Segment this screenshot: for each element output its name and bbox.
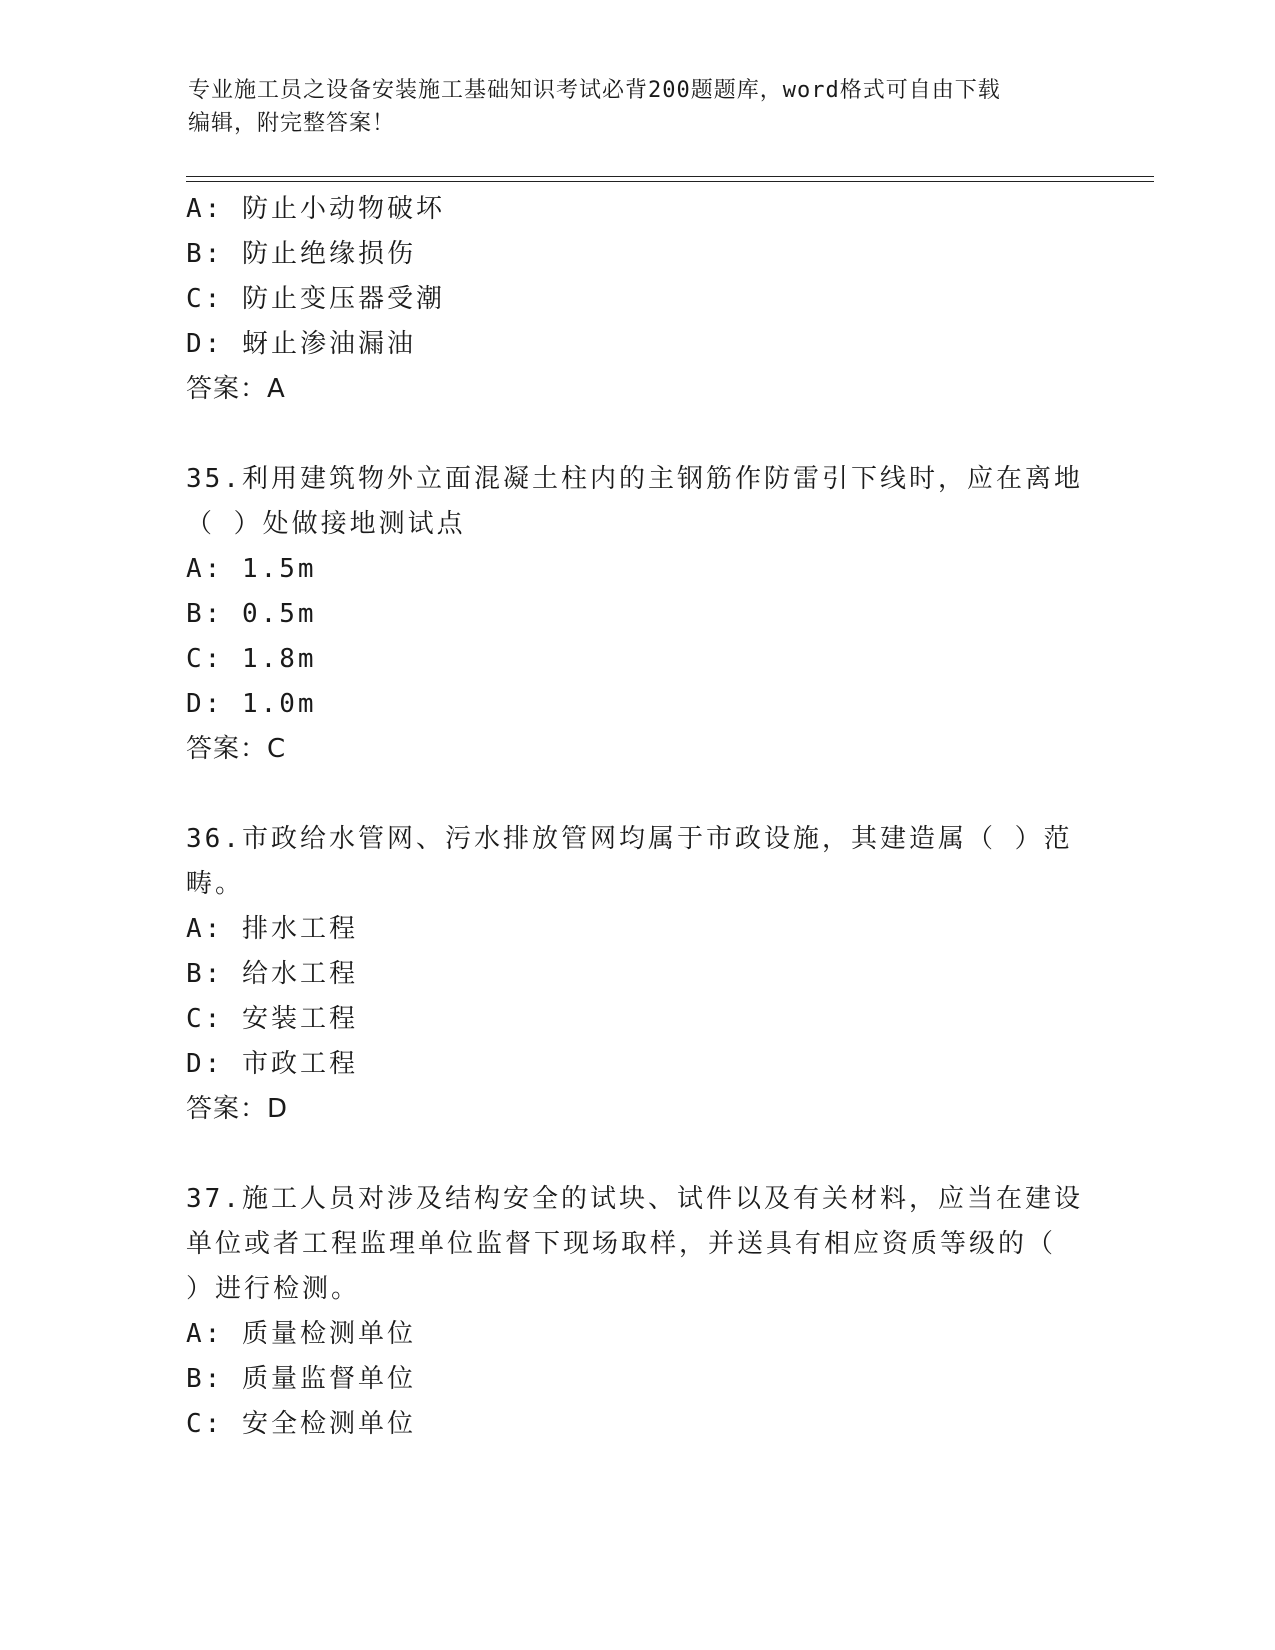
q37-stem-line-2: 单位或者工程监理单位监督下现场取样，并送具有相应资质等级的（ [186, 1229, 1057, 1259]
q37-option-a: A: 质量检测单位 [186, 1319, 416, 1349]
q36-stem-line-1: 36.市政给水管网、污水排放管网均属于市政设施，其建造属（ ）范 [186, 824, 1073, 854]
q36-option-d: D: 市政工程 [186, 1049, 358, 1079]
q37-option-c: C: 安全检测单位 [186, 1409, 416, 1439]
q34-option-b: B: 防止绝缘损伤 [186, 239, 416, 269]
q37-stem-line-3: ）进行检测。 [186, 1274, 361, 1304]
q35-stem-line-2: （ ）处做接地测试点 [186, 509, 466, 539]
q35-option-c: C: 1.8m [186, 644, 317, 674]
q34-option-a: A: 防止小动物破坏 [186, 194, 445, 224]
q36-option-c: C: 安装工程 [186, 1004, 358, 1034]
document-header [188, 74, 1088, 140]
q35-option-b: B: 0.5m [186, 599, 317, 629]
q36-option-a: A: 排水工程 [186, 914, 358, 944]
q36-answer: 答案：D [186, 1094, 289, 1124]
q35-option-a: A: 1.5m [186, 554, 317, 584]
header-line-2: 编辑，附完整答案！ [188, 111, 396, 136]
q37-stem-line-1: 37.施工人员对涉及结构安全的试块、试件以及有关材料，应当在建设 [186, 1184, 1083, 1214]
header-divider-bottom [186, 181, 1154, 182]
q36-option-b: B: 给水工程 [186, 959, 358, 989]
q34-answer: 答案：A [186, 374, 286, 404]
q35-option-d: D: 1.0m [186, 689, 317, 719]
q35-stem-line-1: 35.利用建筑物外立面混凝土柱内的主钢筋作防雷引下线时，应在离地 [186, 464, 1083, 494]
q35-answer: 答案：C [186, 734, 287, 764]
q36-stem-line-2: 畴。 [186, 869, 245, 899]
q34-option-c: C: 防止变压器受潮 [186, 284, 445, 314]
header-divider-top [186, 176, 1154, 177]
q37-option-b: B: 质量监督单位 [186, 1364, 416, 1394]
header-line-1: 专业施工员之设备安装施工基础知识考试必背200题题库，word格式可自由下载 [188, 78, 1001, 103]
q34-option-d: D: 蚜止渗油漏油 [186, 329, 416, 359]
